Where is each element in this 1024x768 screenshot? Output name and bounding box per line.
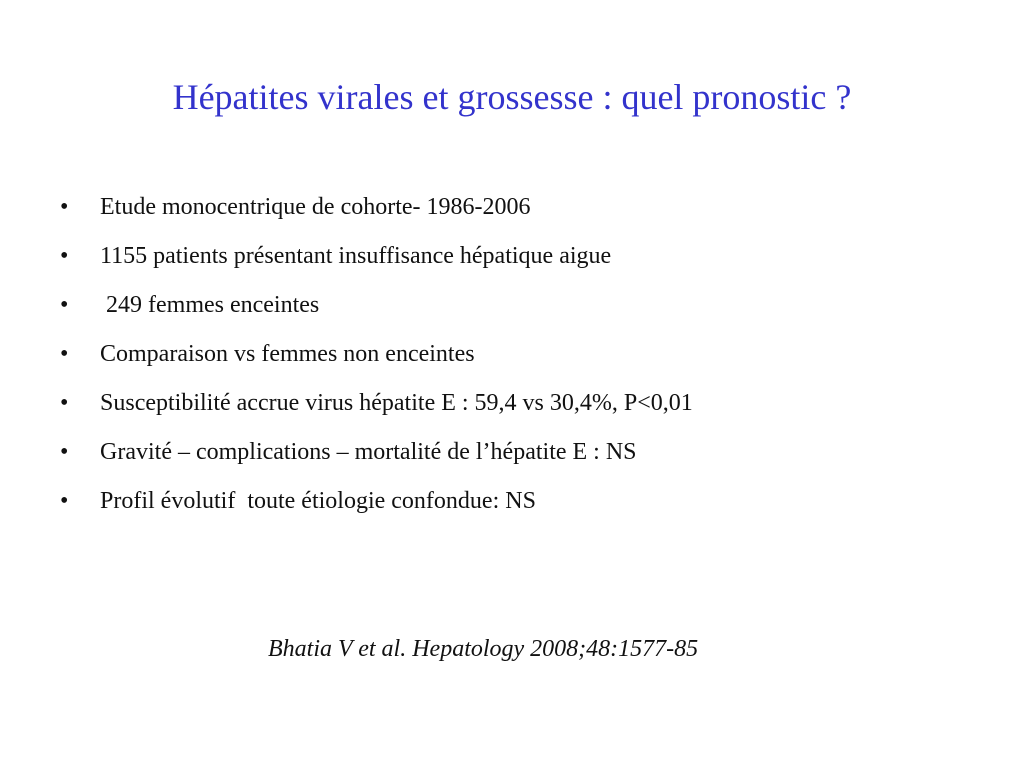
bullet-item xyxy=(60,183,1000,232)
bullet-item xyxy=(60,281,1000,330)
bullet-item xyxy=(60,428,1000,477)
bullet-item xyxy=(60,379,1000,428)
bullet-dot-icon: • xyxy=(60,341,69,367)
bullet-list xyxy=(60,183,1000,526)
bullet-dot-icon: • xyxy=(60,488,69,514)
bullet-text: Susceptibilité accrue virus hépatite E : 59,4 vs 30,4%, P<0,01 xyxy=(100,390,693,416)
bullet-text: 249 femmes enceintes xyxy=(100,292,320,318)
bullet-text: Profil évolutif toute étiologie confondue: NS xyxy=(100,488,536,514)
bullet-text: Etude monocentrique de cohorte- 1986-2006 xyxy=(100,194,531,220)
citation: Bhatia V et al. Hepatology 2008;48:1577-85 xyxy=(268,636,699,662)
bullet-dot-icon: • xyxy=(60,292,69,318)
bullet-text: Comparaison vs femmes non enceintes xyxy=(100,341,475,367)
bullet-dot-icon: • xyxy=(60,390,69,416)
bullet-dot-icon: • xyxy=(60,439,69,465)
slide-title: Hépatites virales et grossesse : quel pronostic ? xyxy=(172,77,852,117)
bullet-text: Gravité – complications – mortalité de l’hépatite E : NS xyxy=(100,439,637,465)
bullet-item xyxy=(60,232,1000,281)
bullet-dot-icon: • xyxy=(60,194,69,220)
bullet-item xyxy=(60,330,1000,379)
bullet-dot-icon: • xyxy=(60,243,69,269)
bullet-item xyxy=(60,477,1000,526)
bullet-text: 1155 patients présentant insuffisance hépatique aigue xyxy=(100,243,612,269)
